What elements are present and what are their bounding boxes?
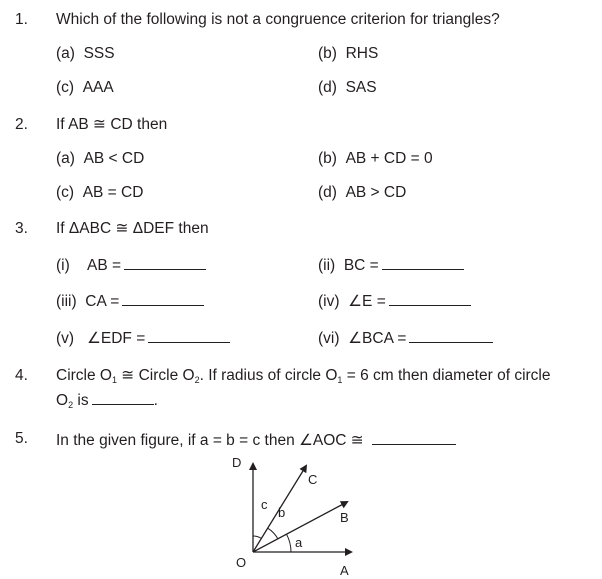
option-text: RHS: [345, 45, 379, 62]
q2-option-d: [318, 184, 406, 202]
option-text: AB < CD: [83, 150, 145, 167]
part-text: ∠EDF =: [87, 330, 146, 347]
option-text: SSS: [83, 45, 115, 62]
q3-number: 3.: [15, 220, 28, 237]
part-text: BC =: [343, 257, 379, 274]
subscript: 1: [337, 375, 343, 385]
answer-blank[interactable]: [124, 255, 206, 270]
q3-part-ii: [318, 255, 464, 275]
part-text: CA =: [85, 293, 120, 310]
q3-part-i: [56, 255, 206, 275]
part-text: ∠E =: [348, 293, 386, 310]
label-angle-a: a: [295, 535, 303, 550]
q3-part-iii: [56, 291, 204, 311]
q1-option-b: [318, 45, 378, 63]
q4-text: = 6 cm then diameter of circle: [342, 367, 551, 384]
answer-blank[interactable]: [389, 291, 471, 306]
label-c: C: [308, 472, 318, 487]
q3-part-v: [56, 328, 230, 348]
q2-option-a: [56, 150, 144, 168]
q2-option-b: [318, 150, 433, 168]
q5-number: 5.: [15, 430, 28, 447]
part-label: (iii): [56, 293, 77, 310]
q2-option-c: [56, 184, 143, 202]
q4-text: is: [73, 392, 89, 409]
answer-blank[interactable]: [122, 291, 204, 306]
option-text: AB + CD = 0: [345, 150, 433, 167]
option-label: (d): [318, 184, 337, 201]
answer-blank[interactable]: [372, 430, 456, 445]
label-angle-b: b: [278, 505, 286, 520]
label-b: B: [340, 510, 349, 525]
label-o: O: [236, 555, 247, 570]
q5-line: [56, 430, 456, 450]
q4-text: . If radius of circle O: [199, 367, 338, 384]
option-label: (b): [318, 150, 337, 167]
answer-blank[interactable]: [382, 255, 464, 270]
q2-text: If AB ≅ CD then: [56, 116, 168, 133]
label-d: D: [232, 455, 242, 470]
option-text: AAA: [82, 79, 114, 96]
angle-figure: [220, 452, 370, 579]
q1-text: Which of the following is not a congruence criterion for triangles?: [56, 11, 500, 28]
option-label: (d): [318, 79, 337, 96]
arc-c: [253, 536, 261, 538]
subscript: 2: [194, 375, 200, 385]
arc-b: [268, 528, 278, 539]
q3-text: If ΔABC ≅ ΔDEF then: [56, 220, 209, 237]
part-label: (ii): [318, 257, 336, 274]
q3-part-vi: [318, 328, 493, 348]
option-text: AB > CD: [345, 184, 407, 201]
q1-option-d: [318, 79, 377, 97]
option-label: (c): [56, 79, 75, 96]
q4-text: O: [56, 392, 69, 409]
part-text: AB =: [87, 257, 122, 274]
subscript: 2: [68, 400, 74, 410]
subscript: 1: [111, 375, 117, 385]
option-label: (b): [318, 45, 337, 62]
part-label: (v): [56, 330, 75, 347]
q5-text: In the given figure, if a = b = c then ∠AOC ≅: [56, 432, 364, 449]
q1-option-a: [56, 45, 115, 63]
q4-line-1: [56, 367, 550, 385]
part-label: (iv): [318, 293, 340, 310]
part-text: ∠BCA =: [348, 330, 407, 347]
label-a-point: A: [340, 563, 349, 578]
answer-blank[interactable]: [148, 328, 230, 343]
option-label: (a): [56, 150, 75, 167]
q4-text: ≅ Circle O: [117, 367, 195, 384]
q4-number: 4.: [15, 367, 28, 384]
option-label: (a): [56, 45, 75, 62]
part-label: (i): [56, 257, 70, 274]
option-text: AB = CD: [82, 184, 144, 201]
answer-blank[interactable]: [92, 390, 154, 405]
part-label: (vi): [318, 330, 340, 347]
answer-blank[interactable]: [409, 328, 493, 343]
q1-number: 1.: [15, 11, 28, 28]
q1-option-c: [56, 79, 114, 97]
q4-text: Circle O: [56, 367, 112, 384]
q4-text: .: [153, 392, 158, 409]
label-angle-c: c: [261, 497, 268, 512]
option-label: (c): [56, 184, 75, 201]
q2-number: 2.: [15, 116, 28, 133]
q4-line-2: [56, 390, 158, 410]
option-text: SAS: [345, 79, 377, 96]
q3-part-iv: [318, 291, 471, 311]
arc-a: [287, 534, 292, 552]
